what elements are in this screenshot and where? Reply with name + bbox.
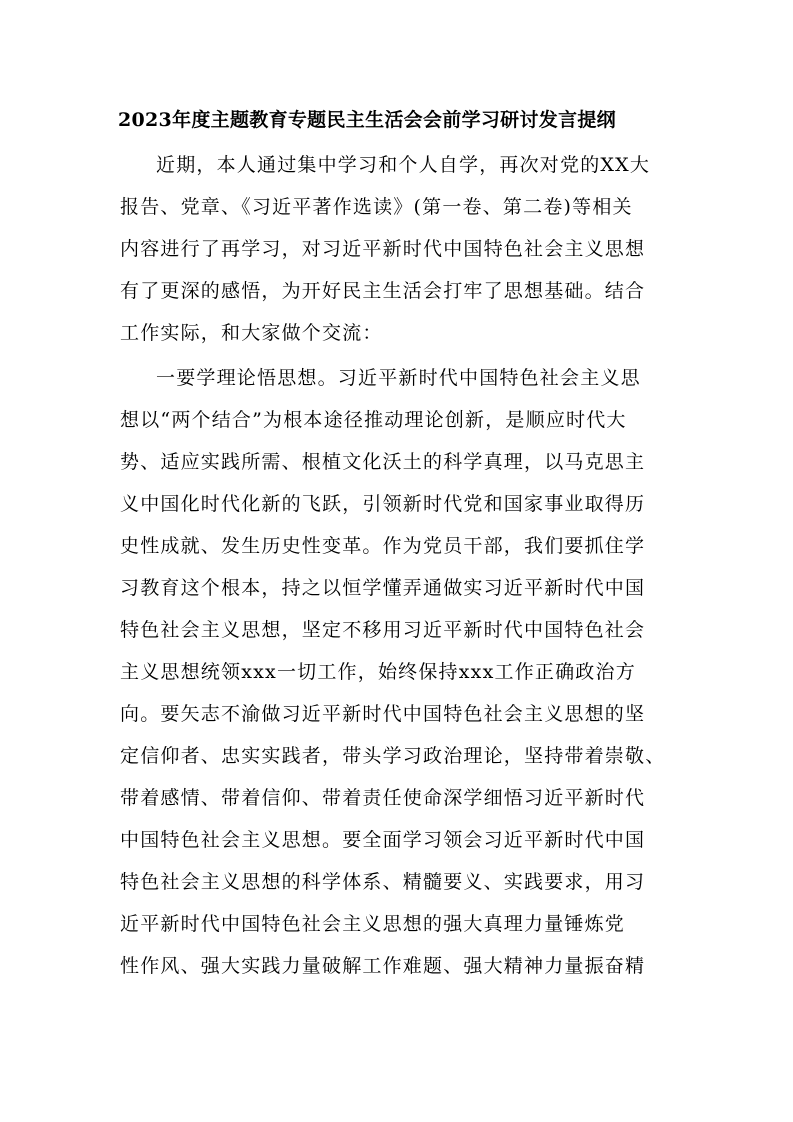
paragraph-line: 定信仰者、忠实实践者，带头学习政治理论，坚持带着崇敬、 — [120, 745, 666, 767]
paragraph-line: 一要学理论悟思想。习近平新时代中国特色社会主义思 — [156, 367, 641, 389]
paragraph-line: 主义思想统领xxx一切工作，始终保持xxx工作正确政治方 — [120, 661, 636, 683]
paragraph-line: 近期，本人通过集中学习和个人自学，再次对党的XX大 — [156, 154, 651, 176]
paragraph-line: 近平新时代中国特色社会主义思想的强大真理力量锤炼党 — [120, 913, 626, 935]
paragraph-line: 特色社会主义思想，坚定不移用习近平新时代中国特色社会 — [120, 619, 646, 641]
paragraph-line: 特色社会主义思想的科学体系、精髓要义、实践要求，用习 — [120, 871, 646, 893]
paragraph-line: 性作风、强大实践力量破解工作难题、强大精神力量振奋精 — [120, 955, 646, 977]
paragraph-line: 势、适应实践所需、根植文化沃土的科学真理，以马克思主 — [120, 451, 646, 473]
paragraph-line: 报告、党章、《习近平著作选读》(第一卷、第二卷)等相关 — [120, 196, 633, 218]
document-title: 2023年度主题教育专题民主生活会会前学习研讨发言提纲 — [118, 109, 616, 131]
paragraph-line: 有了更深的感悟，为开好民主生活会打牢了思想基础。结合 — [120, 280, 646, 302]
paragraph-line: 向。要矢志不渝做习近平新时代中国特色社会主义思想的坚 — [120, 703, 646, 725]
paragraph-line: 习教育这个根本，持之以恒学懂弄通做实习近平新时代中国 — [120, 577, 646, 599]
paragraph-line: 内容进行了再学习，对习近平新时代中国特色社会主义思想 — [120, 238, 646, 260]
paragraph-introduction — [120, 144, 680, 354]
paragraph-line: 中国特色社会主义思想。要全面学习领会习近平新时代中国 — [120, 829, 646, 851]
paragraph-line: 带着感情、带着信仰、带着责任使命深学细悟习近平新时代 — [120, 787, 646, 809]
paragraph-line: 想以“两个结合”为根本途径推动理论创新，是顺应时代大 — [120, 409, 627, 431]
paragraph-line: 工作实际，和大家做个交流： — [120, 322, 383, 344]
paragraph-study-theory — [120, 357, 680, 987]
paragraph-line: 义中国化时代化新的飞跃，引领新时代党和国家事业取得历 — [120, 493, 646, 515]
paragraph-line: 史性成就、发生历史性变革。作为党员干部，我们要抓住学 — [120, 535, 646, 557]
